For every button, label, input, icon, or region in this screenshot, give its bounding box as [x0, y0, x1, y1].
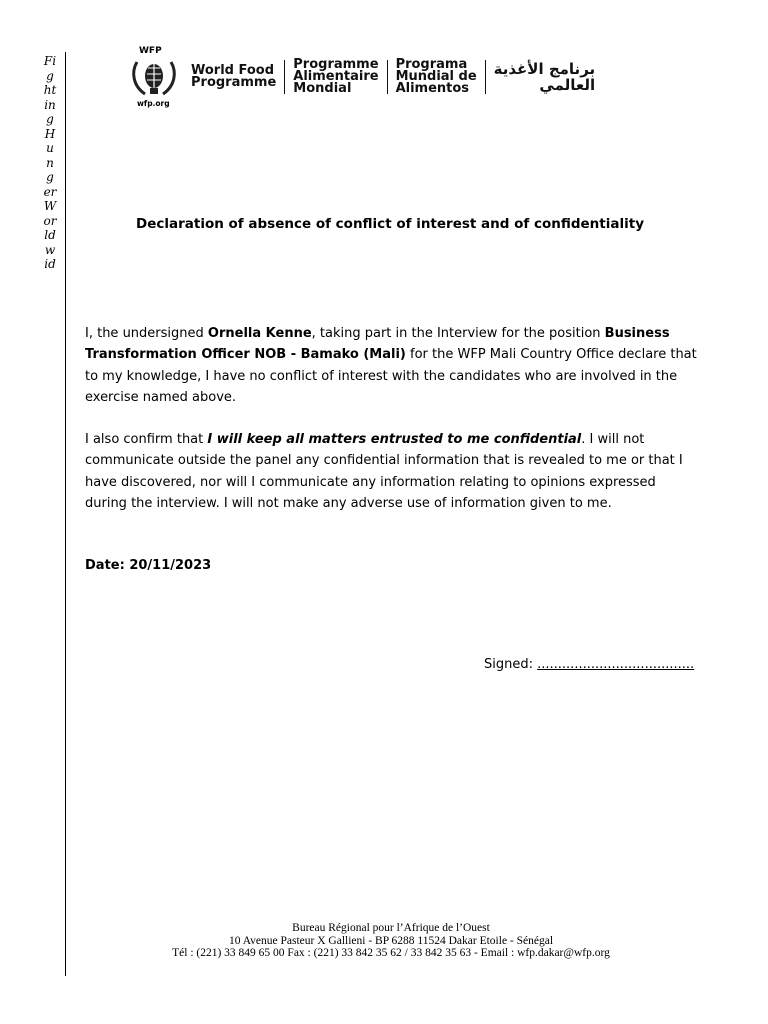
- sidebar-fragment: ld: [44, 228, 56, 242]
- logo-line: برنامج الأغذية: [493, 60, 596, 78]
- document-title: Declaration of absence of conflict of interest and of confidentiality: [136, 216, 644, 232]
- logo-acronym: WFP: [139, 46, 162, 56]
- wheat-wreath-icon: [129, 56, 179, 98]
- logo-line: العالمي: [539, 76, 596, 94]
- sidebar-fragment: u: [46, 141, 54, 155]
- logo-line: Programme: [191, 75, 277, 90]
- text-run: . I will not communicate outside the panel any confidential information that is revealed to me or that I have discovered, nor will I communicate any information relating to opinions expressed during the interview. I will not make any adverse use of information given to me.: [85, 432, 683, 511]
- logo-line: Programme: [293, 57, 379, 72]
- sidebar-fragment: g: [46, 112, 54, 126]
- declaration-paragraph: [85, 323, 697, 408]
- signature-line: [484, 657, 694, 672]
- signatory-name: Ornella Kenne: [207, 326, 312, 341]
- sidebar-fragment: or: [43, 213, 57, 228]
- logo-french: [285, 59, 386, 95]
- confidentiality-emphasis: I will keep all matters entrusted to me confidential: [207, 432, 582, 447]
- sidebar-fragment: g: [46, 170, 54, 184]
- footer-line: Bureau Régional pour l’Afrique de l’Ouest: [292, 922, 490, 934]
- wfp-emblem: [125, 48, 183, 106]
- text-run: for the WFP Mali Country Office declare that to my knowledge, I have no conflict of interest with the candidates who are involved in the exercise named above.: [85, 347, 697, 405]
- logo-url: wfp.org: [137, 99, 170, 108]
- sidebar-divider-line: [65, 52, 66, 976]
- sidebar-fragment: er: [43, 184, 57, 199]
- logo-english: [183, 65, 284, 89]
- logo-line: Mondial: [293, 81, 352, 96]
- logo-line: Mundial de: [395, 69, 477, 84]
- logo-arabic: [486, 61, 604, 93]
- sidebar-fragment: ht: [43, 83, 57, 97]
- sidebar-fragment: in: [44, 97, 56, 112]
- sidebar-fragment: W: [43, 199, 57, 213]
- declaration-date: Date: 20/11/2023: [85, 558, 212, 573]
- text-run: I, the undersigned: [85, 326, 208, 341]
- signature-blank: ......................................: [537, 657, 695, 672]
- logo-line: Alimentos: [395, 81, 470, 96]
- sidebar-fragment: w: [44, 242, 56, 257]
- logo-line: Alimentaire: [293, 69, 379, 84]
- text-run: I also confirm that: [85, 432, 208, 447]
- sidebar-fragment: H: [44, 126, 56, 141]
- sidebar-fragment: Fi: [43, 54, 57, 68]
- wfp-logo: [125, 48, 660, 106]
- footer-address: [66, 922, 716, 960]
- footer-line: 10 Avenue Pasteur X Gallieni - BP 6288 11524 Dakar Etoile - Sénégal: [228, 934, 554, 947]
- sidebar-fragment: g: [46, 68, 54, 83]
- confidentiality-paragraph: [85, 429, 697, 514]
- logo-spanish: [388, 59, 485, 95]
- logo-line: World Food: [191, 63, 275, 78]
- sidebar-vertical-tagline: [36, 54, 64, 271]
- sidebar-fragment: n: [46, 155, 54, 170]
- logo-line: Programa: [395, 57, 468, 72]
- position-title: Business Transformation Officer NOB - Bamako (Mali): [85, 326, 670, 363]
- signed-label: Signed:: [484, 657, 538, 672]
- sidebar-fragment: id: [44, 257, 56, 271]
- text-run: , taking part in the Interview for the position: [311, 326, 605, 341]
- footer-line: Tél : (221) 33 849 65 00 Fax : (221) 33 842 35 62 / 33 842 35 63 - Email : wfp.dakar@wfp.org: [172, 947, 610, 960]
